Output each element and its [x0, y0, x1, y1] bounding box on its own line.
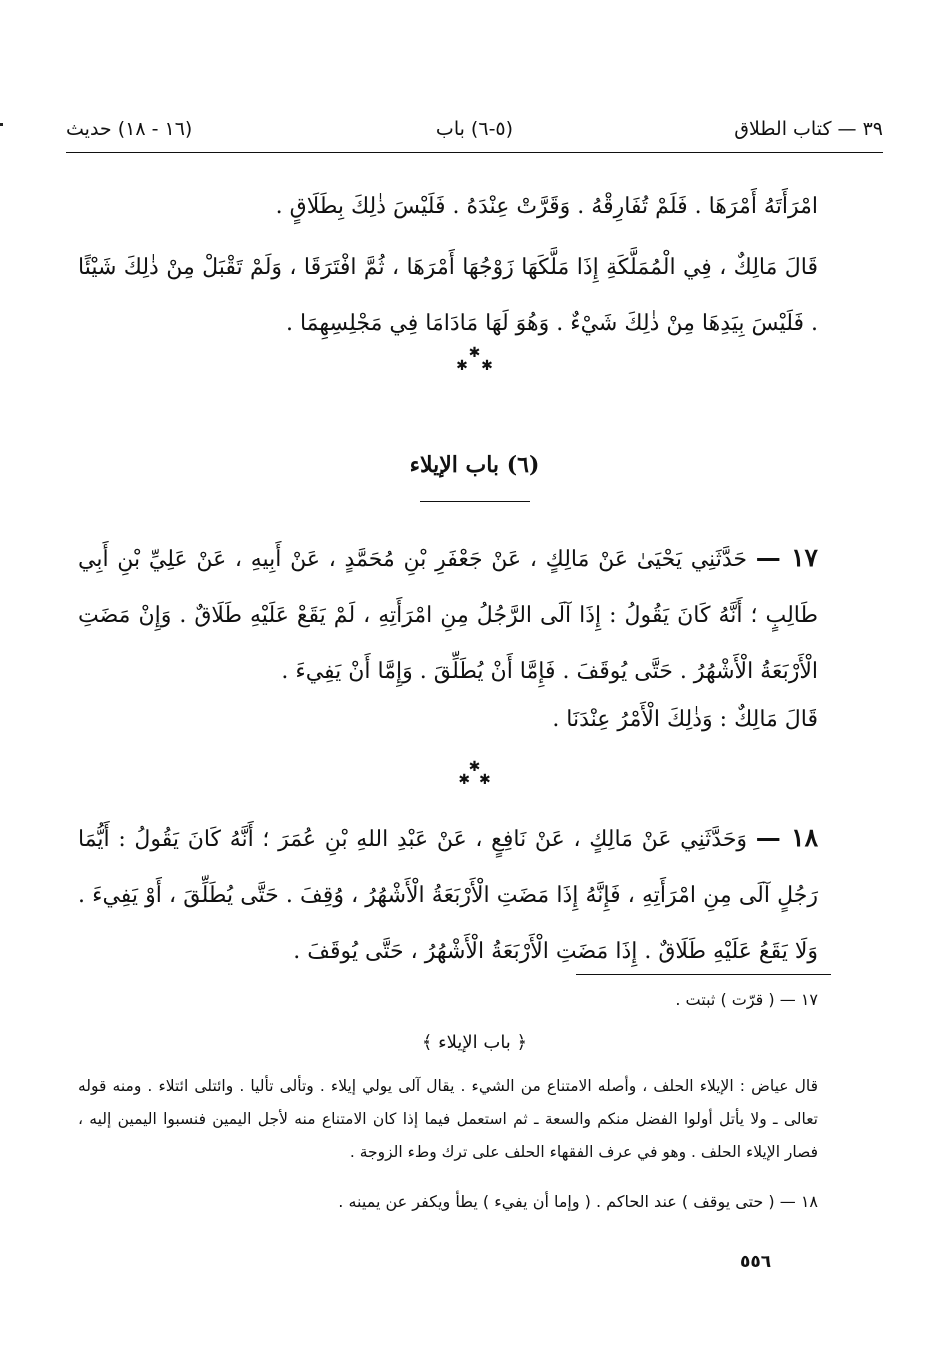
- footnote-section-title: ﴿ باب الإيلاء ﴾: [421, 1032, 528, 1053]
- chapter-rule: [420, 501, 530, 502]
- chapter-title: (٦) باب الإيلاء: [409, 452, 540, 478]
- scan-edge-mark: [0, 123, 3, 126]
- header-rule: [66, 152, 883, 153]
- footnote-18: ١٨ — ( حتى يوقف ) عند الحاكم . ( وإما أن يفيء ) يطأ ويكفر عن يمينه .: [338, 1192, 818, 1211]
- running-header: [66, 118, 883, 152]
- hadith-17-number: ١٧ —: [755, 543, 818, 572]
- section-separator-stars: ✱ ✱ ✱: [456, 345, 493, 374]
- footnote-ila-explanation: قال عياض : الإيلاء الحلف ، وأصله الامتناع من الشيء . يقال آلى يولي إيلاء . وتألى تأليا . وائتلى ائتلاء . ومنه قوله تعالى ـ ولا يأتل أولوا الفضل منكم والسعة ـ ثم استعمل فيما إذا كان الامتناع منه لأجل اليمين فنسبوا اليمين إليه ، فصار الإيلاء الحلف . وهو في عرف الفقهاء الحلف على ترك وطء الزوجة .: [78, 1077, 818, 1161]
- page-number: ٥٥٦: [740, 1252, 772, 1272]
- paragraph-malik-mumallaka: قَالَ مَالِكٌ ، فِي الْمُمَلَّكَةِ إِذَا مَلَّكَهَا زَوْجُهَا أَمْرَهَا ، ثُمَّ افْتَرَقَا ، وَلَمْ تَقْبَلْ مِنْ ذٰلِكَ شَيْئًا . فَلَيْسَ بِيَدِهَا مِنْ ذٰلِكَ شَيْءٌ . وَهُوَ لَهَا مَادَامَا فِي مَجْلِسِهِمَا .: [78, 255, 818, 336]
- hadith-18-text: وَحَدَّثَنِي عَنْ مَالِكٍ ، عَنْ نَافِعٍ ، عَنْ عَبْدِ اللهِ بْنِ عُمَرَ ؛ أَنَّهُ كَانَ يَقُولُ : أَيُّمَا رَجُلٍ آلَى مِنِ امْرَأَتِهِ ، فَإِنَّهُ إِذَا مَضَتِ الْأَرْبَعَةُ الْأَشْهُرُ ، وُقِفَ . حَتَّى يُطَلِّقَ ، أَوْ يَفِيءَ . وَلَا يَقَعُ عَلَيْهِ طَلَاقٌ . إِذَا مَضَتِ الْأَرْبَعَةُ الْأَشْهُرُ ، حَتَّى يُوقَفَ .: [78, 827, 818, 964]
- header-hadith-range: (١٦ - ١٨) حديث: [66, 118, 193, 140]
- hadith-17: [78, 530, 818, 700]
- hadith-17-text: حَدَّثَنِي يَحْيَىٰ عَنْ مَالِكٍ ، عَنْ جَعْفَرِ بْنِ مُحَمَّدٍ ، عَنْ أَبِيهِ ، عَنْ عَلِيِّ بْنِ أَبِي طَالِبٍ ؛ أَنَّهُ كَانَ يَقُولُ : إِذَا آلَى الرَّجُلُ مِنِ امْرَأَتِهِ ، لَمْ يَقَعْ عَلَيْهِ طَلَاقٌ . وَإِنْ مَضَتِ الْأَرْبَعَةُ الْأَشْهُرُ . حَتَّى يُوقَفَ . فَإِمَّا أَنْ يُطَلِّقَ . وَإِمَّا أَنْ يَفِيءَ .: [78, 547, 818, 684]
- header-book-title: ٣٩ — كتاب الطلاق: [734, 118, 883, 140]
- hadith-17-malik-note: قَالَ مَالِكٌ : وَذٰلِكَ الْأَمْرُ عِنْدَنَا .: [552, 707, 818, 732]
- hadith-18: [78, 810, 818, 980]
- hadith-18-number: ١٨ —: [755, 823, 818, 852]
- paragraph-continuation: امْرَأَتَهُ أَمْرَهَا . فَلَمْ تُفَارِقْهُ . وَقَرَّتْ عِنْدَهُ . فَلَيْسَ ذٰلِكَ بِطَلَاقٍ .: [275, 194, 818, 219]
- hadith-separator-stars: ✱ ✱ ✱: [458, 759, 491, 788]
- footnote-17: ١٧ — ( قرّت ) ثبتت .: [675, 990, 818, 1009]
- header-chapter-range: (٥-٦) باب: [435, 118, 514, 140]
- footnote-rule: [576, 974, 831, 975]
